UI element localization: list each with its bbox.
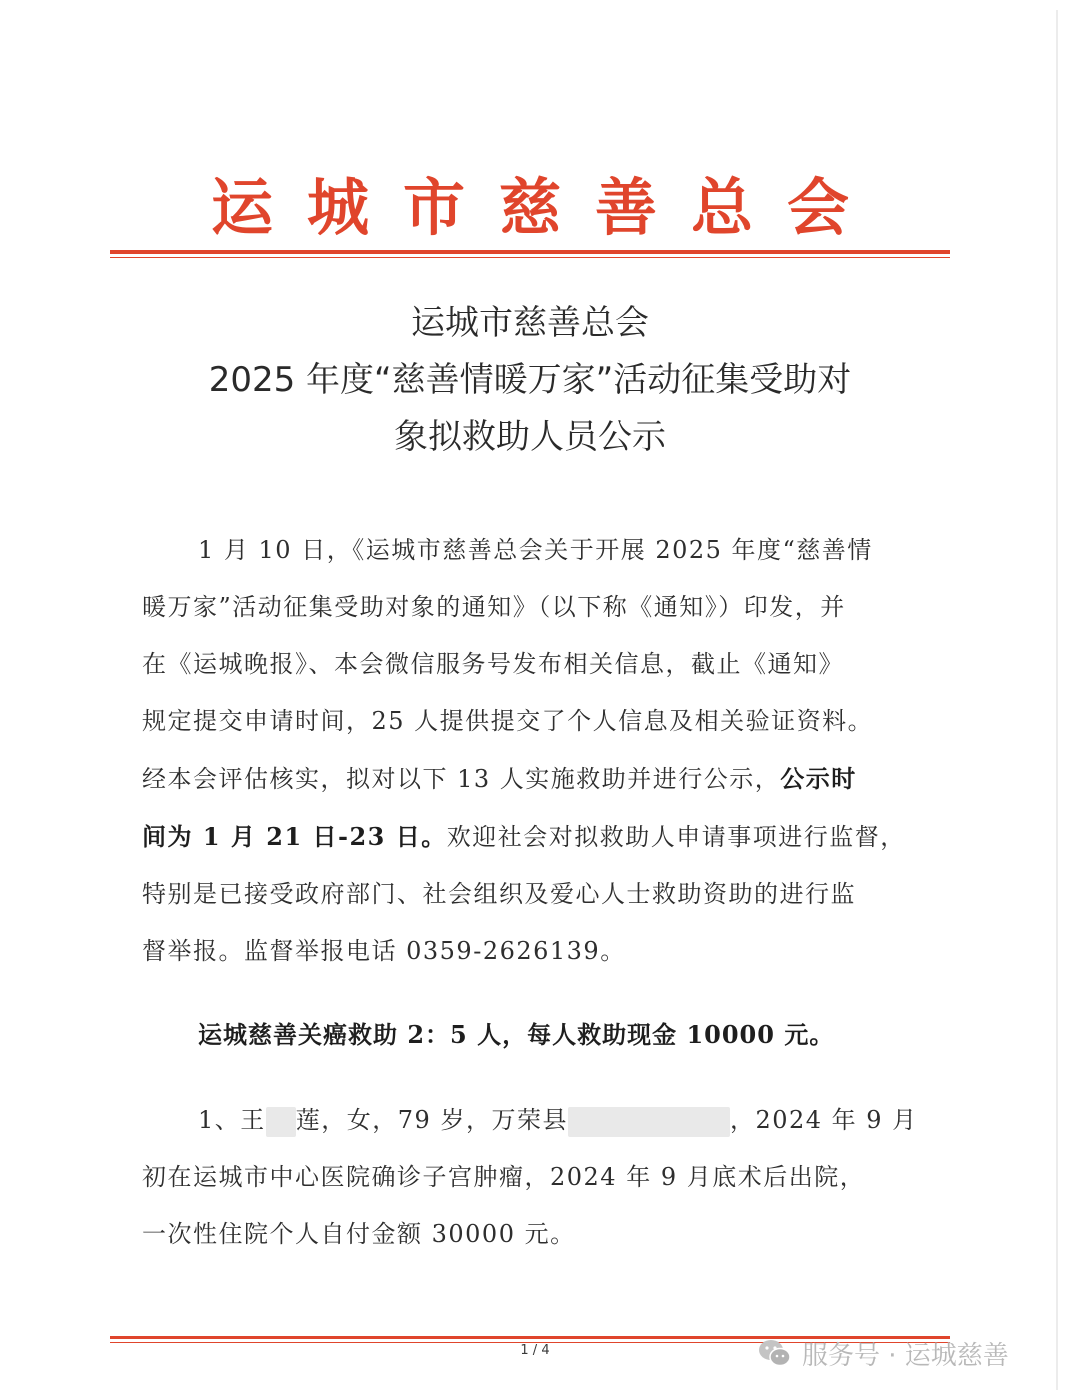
entry-1-details: 莲，女，79 岁，万荣县 — [295, 1106, 568, 1134]
intro-line-2: 暖万家”活动征集受助对象的通知》（以下称《通知》）印发，并 — [142, 593, 846, 621]
title-line-1: 运城市慈善总会 — [411, 303, 649, 343]
redacted-address — [568, 1107, 730, 1137]
notice-period-dates: 间为 1 月 21 日-23 日。 — [142, 822, 447, 851]
organization-header: 运城市慈善总会 — [210, 171, 883, 244]
section-heading: 运城慈善关癌救助 2：5 人，每人救助现金 10000 元。 — [198, 1020, 835, 1049]
intro-line-5-text: 经本会评估核实，拟对以下 13 人实施救助并进行公示， — [142, 765, 781, 793]
document-title — [110, 295, 950, 466]
intro-paragraph — [142, 522, 932, 980]
page-edge — [1056, 10, 1058, 1390]
page-number: 1 / 4 — [520, 1343, 550, 1358]
intro-line-8: 督举报。监督举报电话 0359-2626139。 — [142, 937, 626, 965]
watermark-text: 服务号 · 运城慈善 — [802, 1340, 1009, 1371]
intro-line-6 — [142, 808, 932, 866]
entry-1-line-2: 初在运城市中心医院确诊子宫肿瘤，2024 年 9 月底术后出院， — [142, 1163, 866, 1191]
intro-line-6-text: 欢迎社会对拟救助人申请事项进行监督， — [446, 823, 906, 851]
wechat-icon — [758, 1338, 792, 1368]
title-line-3: 象拟救助人员公示 — [394, 417, 666, 457]
intro-line-5 — [142, 750, 932, 808]
header-rule — [110, 250, 950, 254]
entry-1-date: ，2024 年 9 月 — [729, 1106, 918, 1134]
title-line-2: 2025 年度“慈善情暖万家”活动征集受助对 — [208, 360, 852, 400]
redacted-name-char — [266, 1107, 296, 1137]
recipient-entry-1 — [142, 1092, 932, 1263]
intro-line-4: 规定提交申请时间，25 人提供提交了个人信息及相关验证资料。 — [142, 707, 874, 735]
entry-1-name-start: 1、王 — [198, 1106, 266, 1134]
notice-period-start: 公示时 — [780, 764, 857, 793]
intro-line-1: 1 月 10 日，《运城市慈善总会关于开展 2025 年度“慈善情 — [198, 536, 873, 564]
intro-line-7: 特别是已接受政府部门、社会组织及爱心人士救助资助的进行监 — [142, 880, 856, 908]
header-rule-thin — [110, 257, 950, 258]
entry-1-line-1 — [142, 1092, 932, 1149]
intro-line-3: 在《运城晚报》、本会微信服务号发布相关信息，截止《通知》 — [142, 650, 844, 678]
entry-1-line-3: 一次性住院个人自付金额 30000 元。 — [142, 1220, 576, 1248]
wechat-watermark — [758, 1333, 1009, 1373]
